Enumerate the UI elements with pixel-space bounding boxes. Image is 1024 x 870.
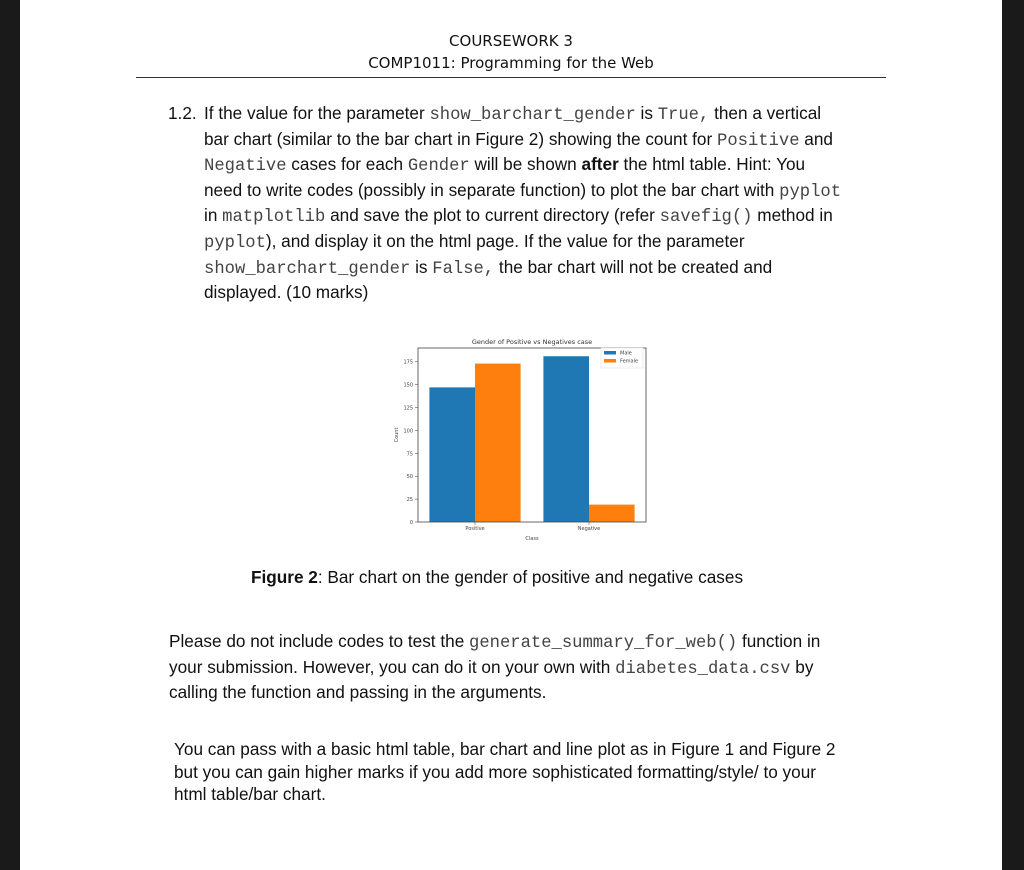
figure-caption-text: : Bar chart on the gender of positive and negative cases xyxy=(317,567,744,587)
task-line: bar chart (similar to the bar chart in Figure 2) showing the count for Positive and xyxy=(204,128,833,151)
legend-label-male: Male xyxy=(620,350,632,357)
bar-negative-male xyxy=(543,356,589,522)
chart-title: Gender of Positive vs Negatives case xyxy=(471,338,593,346)
y-tick-label: 75 xyxy=(406,451,413,458)
document-page xyxy=(20,0,1002,870)
figure-label: Figure 2 xyxy=(251,567,318,587)
y-tick-label: 100 xyxy=(403,428,413,435)
task-line: displayed. (10 marks) xyxy=(204,282,369,303)
note-line: Please do not include codes to test the generate_summary_for_web() function in xyxy=(169,631,821,653)
gender-bar-chart xyxy=(370,333,650,548)
grading-paragraph xyxy=(174,738,894,806)
y-tick-label: 50 xyxy=(406,474,413,481)
y-tick-label: 175 xyxy=(403,359,413,366)
x-axis-label: Class xyxy=(525,536,539,542)
legend-label-female: Female xyxy=(620,358,639,365)
bar-negative-female xyxy=(589,505,635,522)
y-tick-label: 0 xyxy=(409,520,413,526)
grading-line: You can pass with a basic html table, bar chart and line plot as in Figure 1 and Figure 2 xyxy=(174,739,836,759)
figure-caption xyxy=(251,567,811,588)
legend-swatch-female xyxy=(604,359,616,363)
task-line: in matplotlib and save the plot to current directory (refer savefig() method in xyxy=(204,205,833,228)
legend-swatch-male xyxy=(604,351,616,355)
header-module-title: COMP1011: Programming for the Web xyxy=(368,54,654,72)
header-course-title: COURSEWORK 3 xyxy=(449,32,573,50)
task-line: show_barchart_gender is False, the bar chart will not be created and xyxy=(204,256,773,279)
chart-svg xyxy=(370,333,650,548)
header-divider xyxy=(136,77,886,78)
x-tick-label: Negative xyxy=(577,526,601,532)
note-line: your submission. However, you can do it on your own with diabetes_data.csv by xyxy=(169,656,814,679)
task-number: 1.2. xyxy=(168,103,197,123)
bar-positive-male xyxy=(429,387,475,522)
task-line: If the value for the parameter show_barchart_gender is True, then a vertical xyxy=(204,103,822,125)
y-tick-label: 125 xyxy=(403,405,413,412)
x-tick-label: Positive xyxy=(465,526,485,532)
note-paragraph xyxy=(169,630,889,704)
y-axis-label: Count xyxy=(394,427,400,443)
bar-positive-female xyxy=(475,364,521,522)
note-line: calling the function and passing in the arguments. xyxy=(169,682,547,703)
task-line: need to write codes (possibly in separate function) to plot the bar chart with pyplot xyxy=(204,179,842,202)
document-header xyxy=(136,30,886,74)
grading-line: html table/bar chart. xyxy=(174,784,326,805)
grading-line: but you can gain higher marks if you add more sophisticated formatting/style/ to your xyxy=(174,761,816,782)
y-tick-label: 25 xyxy=(406,497,413,504)
task-line: pyplot), and display it on the html page. If the value for the parameter xyxy=(204,230,745,253)
y-tick-label: 150 xyxy=(403,382,413,389)
task-body xyxy=(204,102,894,304)
task-line: Negative cases for each Gender will be shown after the html table. Hint: You xyxy=(204,154,806,177)
